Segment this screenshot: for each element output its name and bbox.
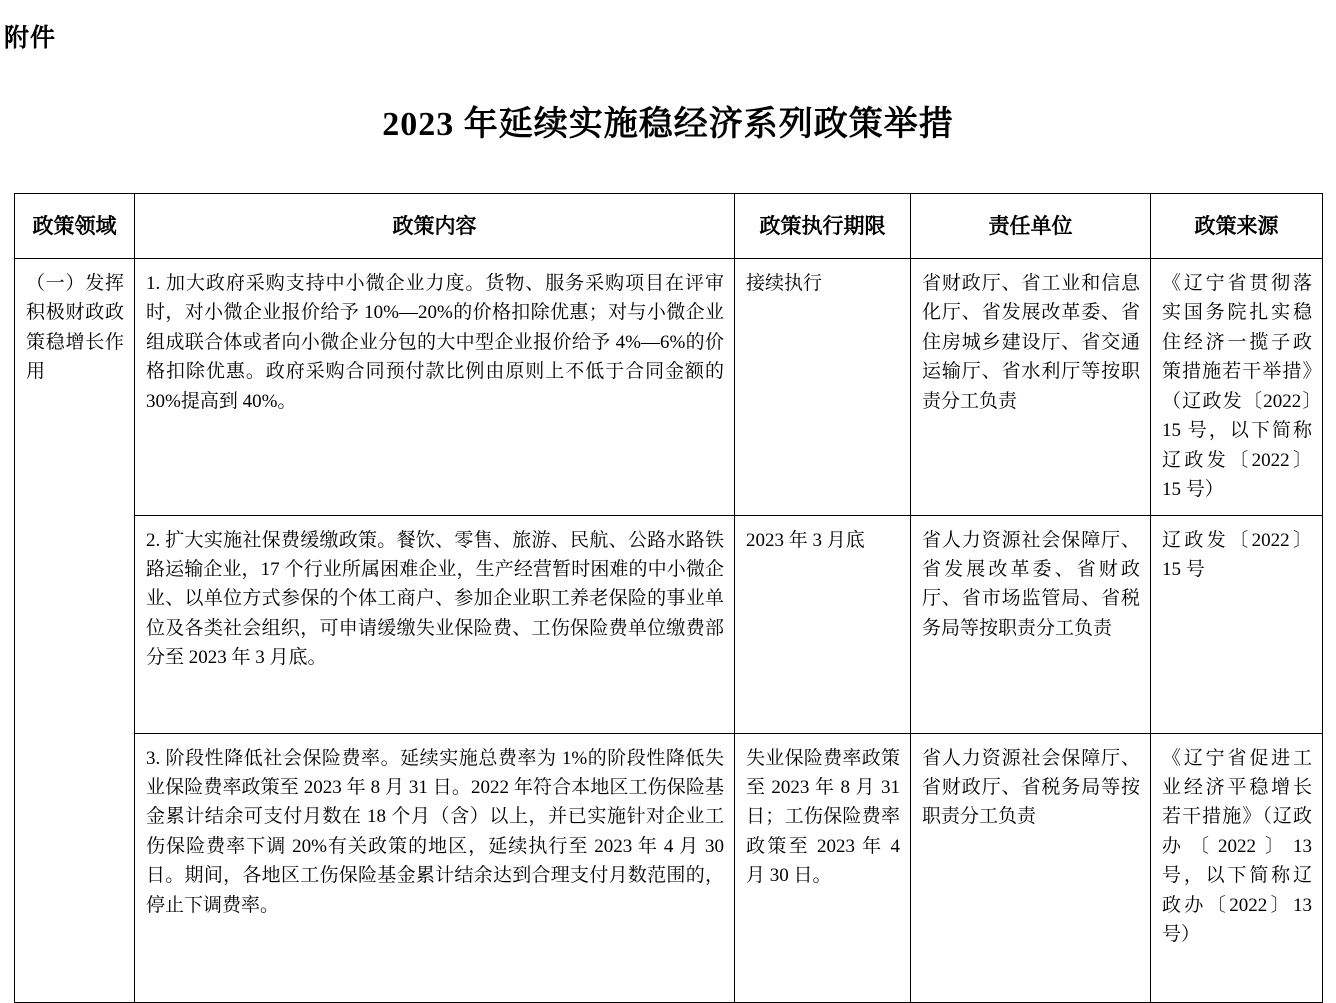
column-header-source: 政策来源	[1151, 194, 1323, 259]
column-header-unit: 责任单位	[911, 194, 1151, 259]
column-header-content: 政策内容	[135, 194, 735, 259]
table-header-row	[15, 194, 1323, 259]
policy-period-cell: 接续执行	[735, 259, 911, 516]
policy-area-group-cell: （一）发挥积极财政政策稳增长作用	[15, 259, 135, 1003]
table-row	[15, 515, 1323, 733]
column-header-period: 政策执行期限	[735, 194, 911, 259]
policy-source-cell: 《辽宁省促进工业经济平稳增长若干措施》（辽政办〔2022〕13 号，以下简称辽政办〔2022〕13 号）	[1151, 733, 1323, 1002]
policy-source-cell: 《辽宁省贯彻落实国务院扎实稳住经济一揽子政策措施若干举措》（辽政发〔2022〕15 号，以下简称辽政发〔2022〕15 号）	[1151, 259, 1323, 516]
policy-source-cell: 辽政发〔2022〕15 号	[1151, 515, 1323, 733]
policy-period-cell: 2023 年 3 月底	[735, 515, 911, 733]
responsible-unit-cell: 省人力资源社会保障厅、省财政厅、省税务局等按职责分工负责	[911, 733, 1151, 1002]
column-header-area: 政策领域	[15, 194, 135, 259]
responsible-unit-cell: 省人力资源社会保障厅、省发展改革委、省财政厅、省市场监管局、省税务局等按职责分工负责	[911, 515, 1151, 733]
policy-content-cell: 3. 阶段性降低社会保险费率。延续实施总费率为 1%的阶段性降低失业保险费率政策至 2023 年 8 月 31 日。2022 年符合本地区工伤保险基金累计结余可支付月数在 18 个月（含）以上，并已实施针对企业工伤保险费率下调 20%有关政策的地区，延续执行至 2023 年 4 月 30 日。期间，各地区工伤保险基金累计结余达到合理支付月数范围的，停止下调费率。	[135, 733, 735, 1002]
responsible-unit-cell: 省财政厅、省工业和信息化厅、省发展改革委、省住房城乡建设厅、省交通运输厅、省水利厅等按职责分工负责	[911, 259, 1151, 516]
policy-table	[14, 193, 1323, 1003]
page-title: 2023 年延续实施稳经济系列政策举措	[382, 106, 954, 143]
attachment-label: 附件	[4, 24, 57, 52]
table-row	[15, 733, 1323, 1002]
policy-content-cell: 2. 扩大实施社保费缓缴政策。餐饮、零售、旅游、民航、公路水路铁路运输企业，17 个行业所属困难企业，生产经营暂时困难的中小微企业、以单位方式参保的个体工商户、参加企业职工养老保险的事业单位及各类社会组织，可申请缓缴失业保险费、工伤保险费单位缴费部分至 2023 年 3 月底。	[135, 515, 735, 733]
policy-content-cell: 1. 加大政府采购支持中小微企业力度。货物、服务采购项目在评审时，对小微企业报价给予 10%—20%的价格扣除优惠；对与小微企业组成联合体或者向小微企业分包的大中型企业报价给予 4%—6%的价格扣除优惠。政府采购合同预付款比例由原则上不低于合同金额的 30%提高到 40%。	[135, 259, 735, 516]
policy-period-cell: 失业保险费率政策至 2023 年 8 月 31 日；工伤保险费率政策至 2023 年 4 月 30 日。	[735, 733, 911, 1002]
table-row	[15, 259, 1323, 516]
